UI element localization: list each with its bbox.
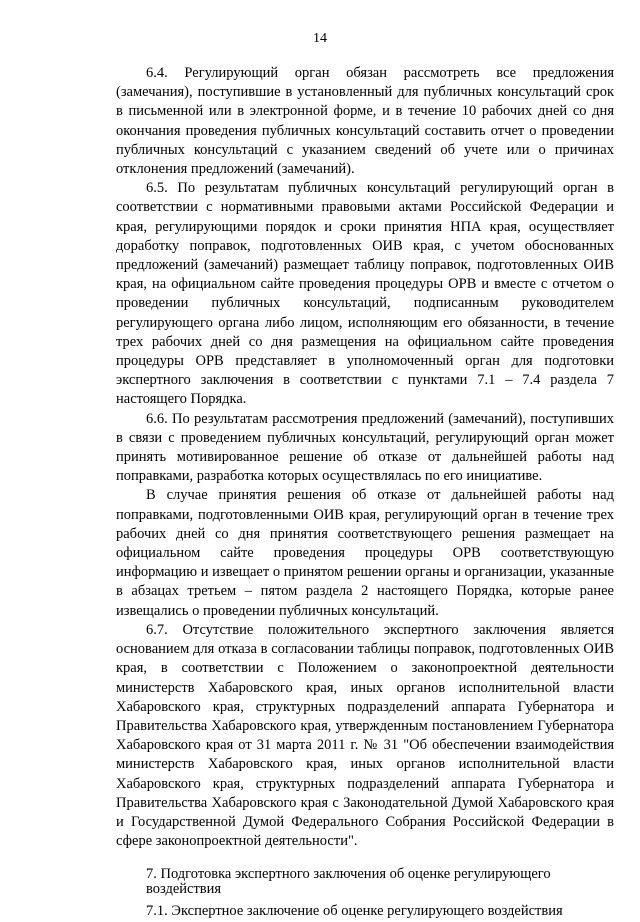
paragraph-6-7: 6.7. Отсутствие положительного экспертного заключения является основанием для отказа в согласовании таблицы поправок, подготовленных ОИВ края, в соответствии с Положением о законопроектной деятельности министерств Хабаровского края, иных органов исполнительной власти Хабаровского края, структурных подразделений аппарата Губернатора и Правительства Хабаровского края, утвержденным постановлением Губернатора Хабаровского края от 31 марта 2011 г. № 31 "Об обеспечении взаимодействия министерств Хабаровского края, иных органов исполнительной власти Хабаровского края, структурных подразделений аппарата Губернатора и Правительства Хабаровского края с Законодательной Думой Хабаровского края и Государственной Думой Федерального Собрания Российской Федерации в сфере законопроектной деятельности".: [116, 621, 614, 850]
page-number: 14: [313, 31, 327, 46]
paragraph-refusal-case: В случае принятия решения об отказе от дальнейшей работы над поправками, подготовленными ОИВ края, регулирующий орган в течение трех рабочих дней со дня принятия соответствующего решения размещает на официальном сайте проведения процедуры ОРВ соответствующую информацию и извещает о принятом решении органы и организации, указанные в абзацах третьем – пятом раздела 2 настоящего Порядка, которые ранее извещались о проведении публичных консультаций.: [116, 487, 614, 619]
paragraph-7-1: 7.1. Экспертное заключение об оценке регулирующего воздействия: [146, 903, 563, 920]
paragraph-6-5: 6.5. По результатам публичных консультаций регулирующий орган в соответствии с нормативными правовыми актами Российской Федерации и края, регулирующими порядок и сроки принятия НПА края, осуществляет доработку поправок, подготовленных ОИВ края, с учетом обоснованных предложений (замечаний) размещает таблицу поправок, подготовленных ОИВ края, на официальном сайте проведения процедуры ОРВ и вместе с отчетом о проведении публичных консультаций, подписанным руководителем регулирующего органа либо лицом, исполняющим его обязанности, в течение трех рабочих дней со дня размещения на официальном сайте проведения процедуры ОРВ представляет в уполномоченный орган для подготовки экспертного заключения в соответствии с пунктами 7.1 – 7.4 раздела 7 настоящего Порядка.: [116, 180, 614, 408]
paragraph-6-6: 6.6. По результатам рассмотрения предложений (замечаний), поступивших в связи с проведением публичных консультаций, регулирующий орган может принять мотивированное решение об отказе от дальнейшей работы над поправками, разработка которых осуществлялась по его инициативе.: [116, 410, 614, 485]
section-7-heading: 7. Подготовка экспертного заключения об оценке регулирующего воздействия: [146, 866, 551, 898]
paragraph-6-4: 6.4. Регулирующий орган обязан рассмотреть все предложения (замечания), поступившие в установленный для публичных консультаций срок в письменной или в электронной форме, и в течение 10 рабочих дней со дня окончания проведения публичных консультаций составить отчет о проведении публичных консультаций с указанием сведений об учете или о причинах отклонения предложений (замечаний).: [116, 65, 614, 178]
document-body: [116, 64, 614, 922]
